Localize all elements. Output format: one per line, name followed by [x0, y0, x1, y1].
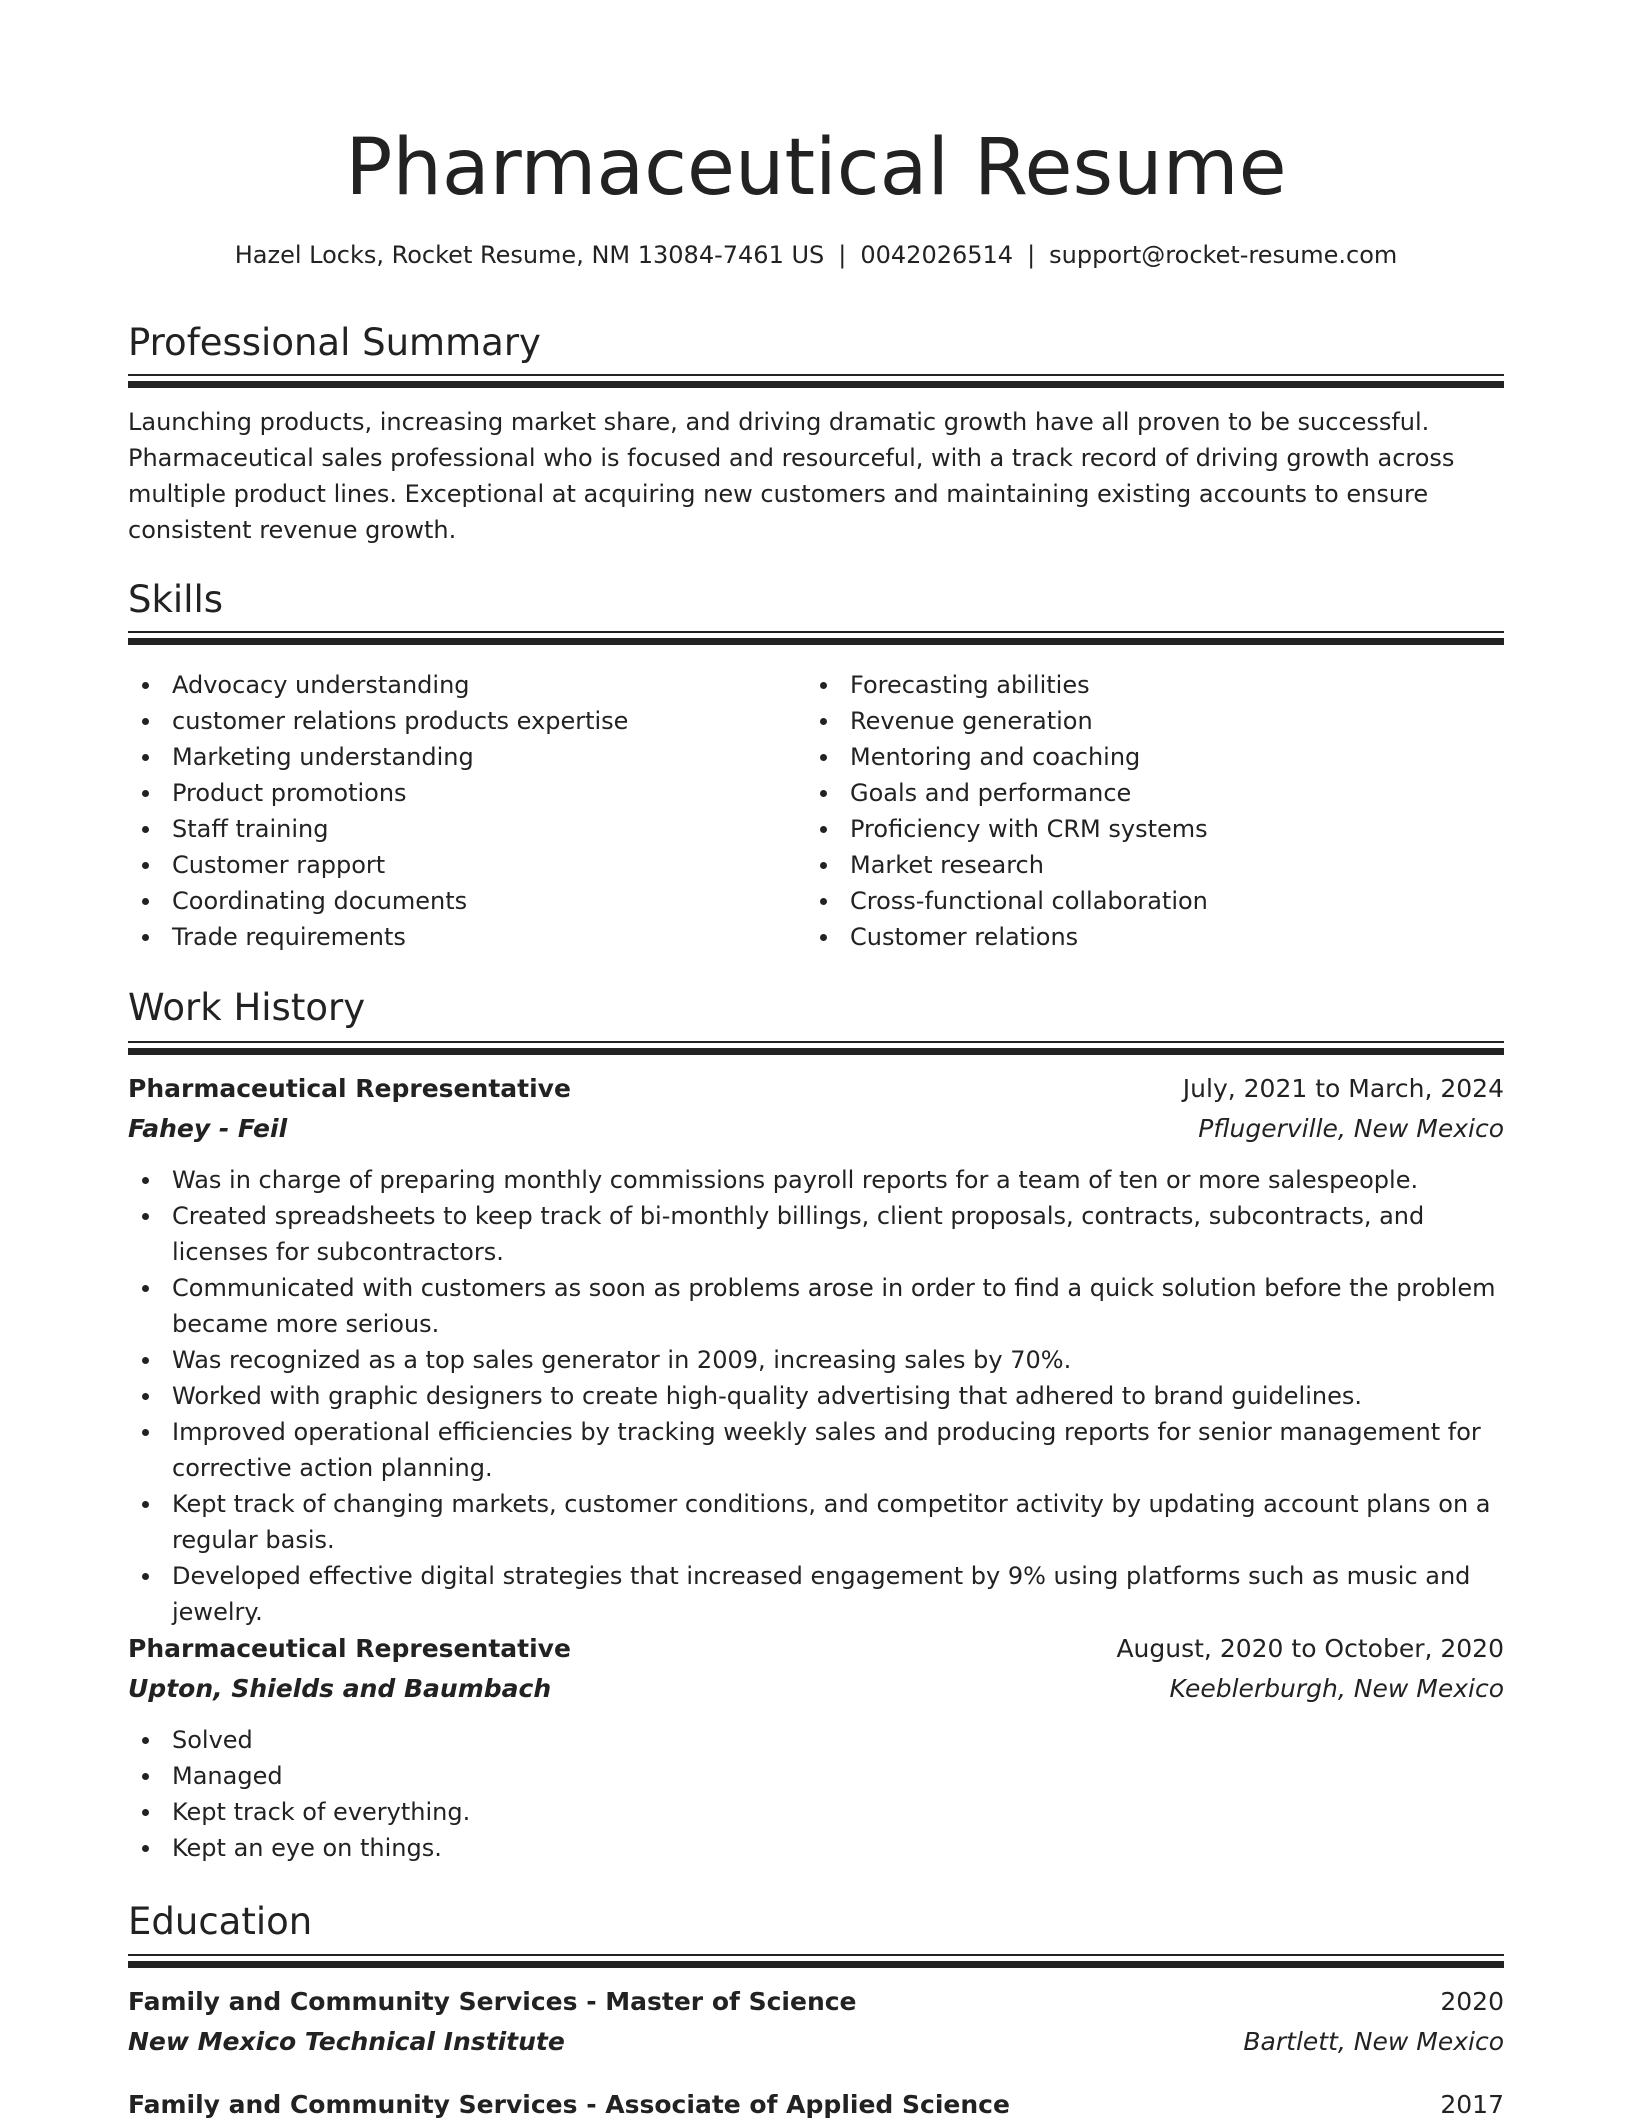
- job-bullet: Was in charge of preparing monthly commissions payroll reports for a team of ten or more salespeople.: [128, 1162, 1504, 1198]
- section-heading-work: Work History: [128, 986, 366, 1029]
- job-bullet-list: [128, 1722, 1504, 1866]
- section-rule-thin: [128, 1954, 1504, 1956]
- job-location: Keeblerburgh, New Mexico: [1169, 1674, 1504, 1703]
- job-bullet: Communicated with customers as soon as problems arose in order to find a quick solution before the problem became more serious.: [128, 1270, 1504, 1342]
- job-entry: [128, 1631, 1504, 1881]
- skill-item: Forecasting abilities: [806, 667, 1496, 703]
- skill-item: Mentoring and coaching: [806, 739, 1496, 775]
- summary-text: Launching products, increasing market share, and driving dramatic growth have all proven to be successful. Pharmaceutical sales professional who is focused and resourceful, with a track record of driving growth across multiple product lines. Exceptional at acquiring new customers and maintaining existing accounts to ensure consistent revenue growth.: [128, 408, 1455, 544]
- section-rule-thick: [128, 381, 1504, 388]
- education-year: 2017: [1440, 2090, 1504, 2119]
- skills-list-left: [128, 667, 788, 955]
- education-section: [128, 1897, 1504, 2119]
- job-bullet: Kept track of changing markets, customer conditions, and competitor activity by updating account plans on a regular basis.: [128, 1486, 1504, 1558]
- skill-item: Customer rapport: [128, 847, 788, 883]
- section-rule-thick: [128, 638, 1504, 645]
- section-rule-thin: [128, 1041, 1504, 1043]
- contact-separator: |: [838, 241, 847, 269]
- education-entry: [128, 1984, 1504, 2064]
- skill-item: Goals and performance: [806, 775, 1496, 811]
- skill-item: Marketing understanding: [128, 739, 788, 775]
- skill-item: Coordinating documents: [128, 883, 788, 919]
- section-heading-skills: Skills: [128, 578, 224, 621]
- skill-item: customer relations products expertise: [128, 703, 788, 739]
- section-heading-summary: Professional Summary: [128, 321, 541, 364]
- job-entry: [128, 1071, 1504, 1626]
- skill-item: Advocacy understanding: [128, 667, 788, 703]
- job-location: Pflugerville, New Mexico: [1198, 1114, 1504, 1143]
- skills-section: [128, 575, 1504, 960]
- job-dates: August, 2020 to October, 2020: [1116, 1634, 1504, 1663]
- education-degree: Family and Community Services - Associate of Applied Science: [128, 2090, 1010, 2119]
- resume-title: Pharmaceutical Resume: [345, 123, 1287, 213]
- section-rule-thick: [128, 1961, 1504, 1968]
- job-bullet: Worked with graphic designers to create high-quality advertising that adhered to brand guidelines.: [128, 1378, 1504, 1414]
- section-rule-thin: [128, 631, 1504, 633]
- job-bullet: Was recognized as a top sales generator in 2009, increasing sales by 70%.: [128, 1342, 1504, 1378]
- job-bullet: Solved: [128, 1722, 1504, 1758]
- job-company: Upton, Shields and Baumbach: [128, 1674, 552, 1703]
- contact-address: Hazel Locks, Rocket Resume, NM 13084-7461 US: [234, 241, 825, 269]
- contact-phone: 0042026514: [860, 241, 1014, 269]
- skill-item: Product promotions: [128, 775, 788, 811]
- job-bullet-list: [128, 1162, 1504, 1630]
- job-bullet: Kept an eye on things.: [128, 1830, 1504, 1866]
- job-bullet: Managed: [128, 1758, 1504, 1794]
- skill-item: Customer relations: [806, 919, 1496, 955]
- skill-item: Market research: [806, 847, 1496, 883]
- job-bullet: Developed effective digital strategies that increased engagement by 9% using platforms such as music and jewelry.: [128, 1558, 1504, 1630]
- section-rule-thick: [128, 1048, 1504, 1055]
- section-rule-thin: [128, 374, 1504, 376]
- work-history-section: [128, 983, 1504, 1883]
- job-bullet: Improved operational efficiencies by tracking weekly sales and producing reports for senior management for corrective action planning.: [128, 1414, 1504, 1486]
- section-heading-education: Education: [128, 1900, 313, 1943]
- education-school: New Mexico Technical Institute: [128, 2027, 565, 2056]
- job-title: Pharmaceutical Representative: [128, 1074, 571, 1103]
- contact-line: [128, 238, 1504, 272]
- job-title: Pharmaceutical Representative: [128, 1634, 571, 1663]
- skill-item: Revenue generation: [806, 703, 1496, 739]
- skill-item: Proficiency with CRM systems: [806, 811, 1496, 847]
- education-degree: Family and Community Services - Master of Science: [128, 1987, 857, 2016]
- skills-list-right: [806, 667, 1496, 955]
- contact-email: support@rocket-resume.com: [1049, 241, 1398, 269]
- job-company: Fahey - Feil: [128, 1114, 288, 1143]
- skill-item: Trade requirements: [128, 919, 788, 955]
- job-dates: July, 2021 to March, 2024: [1182, 1074, 1504, 1103]
- job-bullet: Kept track of everything.: [128, 1794, 1504, 1830]
- education-entry: [128, 2087, 1504, 2123]
- education-location: Bartlett, New Mexico: [1243, 2027, 1504, 2056]
- job-bullet: Created spreadsheets to keep track of bi-monthly billings, client proposals, contracts, subcontracts, and licenses for subcontractors.: [128, 1198, 1504, 1270]
- education-year: 2020: [1440, 1987, 1504, 2016]
- skill-item: Staff training: [128, 811, 788, 847]
- contact-separator: |: [1027, 241, 1036, 269]
- skill-item: Cross-functional collaboration: [806, 883, 1496, 919]
- summary-section: [128, 318, 1504, 548]
